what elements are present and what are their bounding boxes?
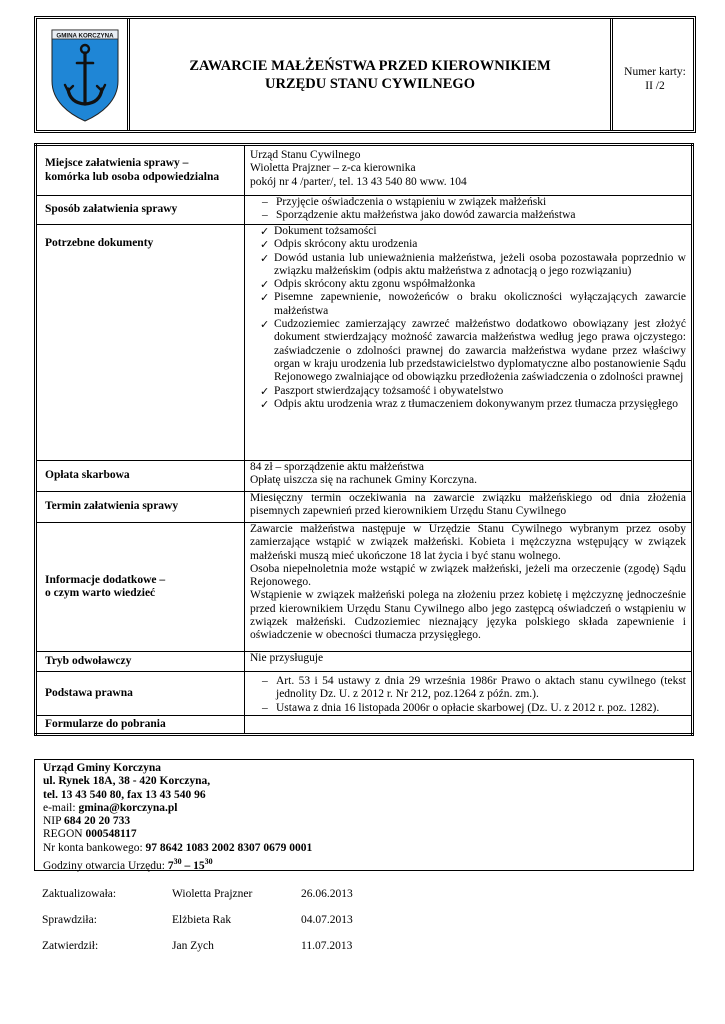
card-number-cell: [617, 19, 693, 130]
label-dokumenty: Potrzebne dokumenty: [36, 225, 245, 461]
account-value: 97 8642 1083 2002 8307 0679 0001: [145, 841, 313, 854]
signature-role: Sprawdziła:: [42, 914, 97, 926]
label-informacje-line1: Informacje dodatkowe –: [45, 573, 166, 586]
account-label: Nr konta bankowego:: [43, 841, 146, 854]
office-regon-line: [43, 828, 685, 841]
row-podstawa: [36, 672, 693, 716]
label-miejsce-line1: Miejsce załatwienia sprawy –: [45, 157, 189, 170]
miejsce-line: pokój nr 4 /parter/, tel. 13 43 540 80 www. 104: [250, 175, 467, 188]
oplata-line: Opłatę uiszcza się na rachunek Gminy Korczyna.: [250, 474, 478, 487]
signature-name: Wioletta Prajzner: [172, 888, 253, 900]
title-line-1: ZAWARCIE MAŁŻEŃSTWA PRZED KIEROWNIKIEM: [189, 57, 551, 74]
list-item: – Ustawa z dnia 16 listopada 2006r o opłacie skarbowej (Dz. U. z 2012 r. poz. 1282).: [250, 702, 686, 715]
value-miejsce: [245, 145, 693, 196]
email-label: e-mail:: [43, 801, 79, 814]
hours-to-minutes: 30: [204, 857, 213, 867]
list-item: – Przyjęcie oświadczenia o wstąpieniu w związek małżeński: [250, 196, 686, 209]
nip-label: NIP: [43, 815, 64, 828]
label-oplata: Opłata skarbowa: [36, 461, 245, 492]
signature-date: 04.07.2013: [301, 914, 353, 926]
hours-dash: –: [181, 859, 194, 872]
office-nip-line: [43, 815, 685, 828]
logo-cell: [37, 19, 130, 130]
row-oplata: [36, 461, 693, 492]
checklist-item: ✓ Pisemne zapewnienie, nowożeńców o braku okoliczności wyłączających zawarcie małżeństwa: [250, 291, 686, 318]
row-sposob: [36, 196, 693, 225]
checklist-item: ✓ Cudzoziemiec zamierzający zawrzeć małżeństwo dodatkowo obowiązany jest złożyć dokument stwierdzający możność zawarcia małżeństwa według jego prawa ojczystego: zaświadczenie o zdolności prawnej do zawarcia małżeństwa wydane przez właściwy organ w kraju urodzenia lub przedstawicielstwo dyplomatyczne albo postanowienie Sądu Rejonowego zwalniające od obowiązku przedłożenia zaświadczenia o zdolności prawnej: [250, 318, 686, 384]
signature-date: 11.07.2013: [301, 940, 353, 952]
value-formularze: [245, 715, 693, 734]
regon-label: REGON: [43, 828, 86, 841]
logo-text: GMINA KORCZYNA: [56, 32, 114, 40]
card-header: [34, 16, 696, 133]
signature-date: 26.06.2013: [301, 888, 353, 900]
card-number-label: Numer karty:: [624, 66, 686, 78]
podstawa-list: [250, 675, 686, 715]
card-number: II /2: [645, 80, 665, 92]
sposob-list: [250, 196, 686, 223]
hours-label: Godziny otwarcia Urzędu:: [43, 859, 168, 872]
info-paragraph: Osoba niepełnoletnia może wstąpić w związek małżeński, jeżeli ma orzeczenie (zgodę) Sądu Rejonowego.: [250, 562, 686, 589]
coat-of-arms-logo: [37, 19, 129, 127]
value-termin: Miesięczny termin oczekiwania na zawarcie związku małżeńskiego od dnia złożenia pisemnych zapewnień przed kierownikiem Urzędu Stanu Cywilnego: [245, 492, 693, 523]
value-informacje: [245, 523, 693, 652]
checklist-item: ✓ Paszport stwierdzający tożsamość i obywatelstwo: [250, 385, 686, 398]
value-oplata: [245, 461, 693, 492]
signature-name: Jan Zych: [172, 940, 214, 952]
info-paragraph: Wstąpienie w związek małżeński polega na złożeniu przez kobietę i mężczyznę jednocześnie przed kierownikiem Urzędu Stanu Cywilnego albo jego zastępcą oświadczeń o wstąpieniu w związek małżeński. Cudzoziemiec nieznający języka polskiego składa zapewnienie i oświadczenie w obecności tłumacza przysięgłego.: [250, 589, 686, 642]
signature-role: Zatwierdził:: [42, 940, 99, 952]
row-miejsce: [36, 145, 693, 196]
label-informacje: [36, 523, 245, 652]
label-sposob: Sposób załatwienia sprawy: [36, 196, 245, 225]
row-termin: [36, 492, 693, 523]
row-informacje: [36, 523, 693, 652]
office-phone: tel. 13 43 540 80, fax 13 43 540 96: [43, 788, 206, 801]
label-formularze: Formularze do pobrania: [36, 715, 245, 734]
label-miejsce-line2: komórka lub osoba odpowiedzialna: [45, 170, 220, 183]
label-termin: Termin załatwienia sprawy: [36, 492, 245, 523]
checklist-item: ✓ Odpis skrócony aktu urodzenia: [250, 238, 686, 251]
office-account-line: [43, 842, 685, 855]
list-item: – Art. 53 i 54 ustawy z dnia 29 września 1986r Prawo o aktach stanu cywilnego (tekst jednolity Dz. U. z 2012 r. Nr 212, poz.1264 z późn. zm.).: [250, 675, 686, 702]
regon-value: 000548117: [85, 828, 137, 841]
miejsce-line: Wioletta Prajzner – z-ca kierownika: [250, 162, 416, 175]
checklist-item: ✓ Dowód ustania lub unieważnienia małżeństwa, jeżeli osoba pozostawała poprzednio w związku małżeńskim (odpis aktu małżeństwa z adnotacją o jego rozwiązaniu): [250, 252, 686, 279]
office-name: Urząd Gminy Korczyna: [43, 762, 161, 774]
signature-role: Zaktualizowała:: [42, 888, 117, 900]
hours-to: 15: [193, 859, 205, 872]
row-dokumenty: [36, 225, 693, 461]
office-hours-line: [43, 855, 685, 873]
office-email-line: [43, 802, 685, 815]
procedure-table: [34, 143, 694, 736]
checklist-item: ✓ Odpis aktu urodzenia wraz z tłumaczeniem dokonywanym przez tłumacza przysięgłego: [250, 398, 686, 411]
email-link[interactable]: gmina@korczyna.pl: [78, 801, 178, 814]
dokumenty-list: [250, 225, 686, 411]
signature-name: Elżbieta Rak: [172, 914, 232, 926]
miejsce-line: Urząd Stanu Cywilnego: [250, 149, 361, 161]
label-tryb: Tryb odwoławczy: [36, 652, 245, 672]
list-item: – Sporządzenie aktu małżeństwa jako dowód zawarcia małżeństwa: [250, 209, 686, 222]
checklist-item: ✓ Odpis skrócony aktu zgonu współmałżonka: [250, 278, 686, 291]
label-podstawa: Podstawa prawna: [36, 672, 245, 716]
value-dokumenty: [245, 225, 693, 461]
oplata-line: 84 zł – sporządzenie aktu małżeństwa: [250, 461, 425, 473]
label-informacje-line2: o czym warto wiedzieć: [45, 587, 156, 599]
row-tryb: [36, 652, 693, 672]
checklist-item: ✓ Dokument tożsamości: [250, 225, 686, 238]
office-info-box: [34, 759, 694, 871]
office-address: ul. Rynek 18A, 38 - 420 Korczyna,: [43, 775, 211, 788]
info-paragraph: Zawarcie małżeństwa następuje w Urzędzie Stanu Cywilnego wybranym przez osoby zamierzające wstąpić w związek małżeński. Kobieta i mężczyzna wstępujący w związek małżeński muszą mieć ukończone 18 lat życia i być stanu wolnego.: [250, 523, 686, 562]
nip-value: 684 20 20 733: [63, 815, 131, 828]
row-formularze: [36, 715, 693, 734]
value-podstawa: [245, 672, 693, 716]
value-tryb: Nie przysługuje: [245, 652, 693, 672]
value-sposob: [245, 196, 693, 225]
label-miejsce: [36, 145, 245, 196]
hours-from: 7: [167, 859, 174, 872]
title-line-2: URZĘDU STANU CYWILNEGO: [264, 75, 475, 92]
hours-from-minutes: 30: [173, 857, 182, 867]
page-title: [130, 19, 613, 130]
